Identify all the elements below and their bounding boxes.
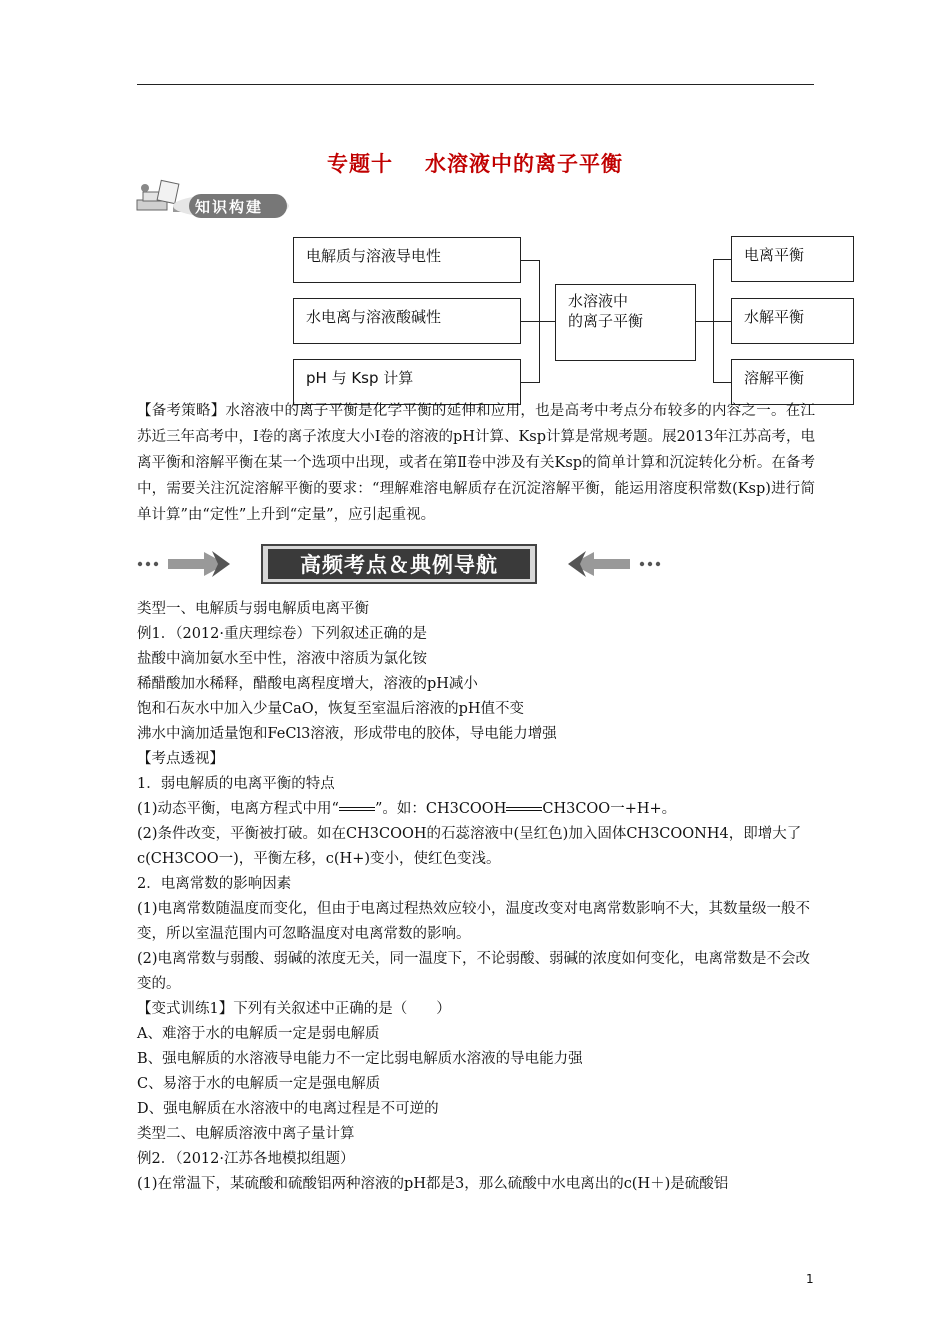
point1-item2: (2)条件改变，平衡被打破。如在CH3COOH的石蕊溶液中(呈红色)加入固体CH3COONH4，即增大了 bbox=[137, 826, 802, 842]
practice1-option-b: B、强电解质的水溶液导电能力不一定比弱电解质水溶液的导电能力强 bbox=[137, 1051, 583, 1067]
example1-option-b: 稀醋酸加水稀释，醋酸电离程度增大，溶液的pH减小 bbox=[137, 676, 478, 692]
practice1-option-a: A、难溶于水的电解质一定是弱电解质 bbox=[137, 1026, 380, 1042]
point1-item1: (1)动态平衡，电离方程式中用“ ”。如：CH3COOH CH3COO一+H+。 bbox=[137, 801, 677, 817]
connector bbox=[521, 321, 555, 322]
example1-option-c: 饱和石灰水中加入少量CaO，恢复至室温后溶液的pH值不变 bbox=[137, 701, 525, 717]
practice1-option-c: C、易溶于水的电解质一定是强电解质 bbox=[137, 1076, 381, 1092]
connector bbox=[521, 260, 539, 261]
connector bbox=[713, 259, 731, 260]
arrow-right-icon bbox=[168, 551, 230, 577]
example2-question: 例2．（2012·江苏各地模拟组题） bbox=[137, 1151, 355, 1167]
practice1-option-d: D、强电解质在水溶液中的电离过程是不可逆的 bbox=[137, 1101, 439, 1117]
practice1-question: 【变式训练1】下列有关叙述中正确的是（ ） bbox=[137, 1001, 451, 1017]
analysis-heading: 【考点透视】 bbox=[137, 751, 224, 767]
diagram-box-ionization: 电离平衡 bbox=[731, 236, 854, 282]
type2-heading: 类型二、电解质溶液中离子量计算 bbox=[137, 1126, 355, 1142]
point1-heading: 1．弱电解质的电离平衡的特点 bbox=[137, 776, 335, 792]
title-part2: 水溶液中的离子平衡 bbox=[425, 151, 623, 176]
point2-heading: 2．电离常数的影响因素 bbox=[137, 876, 292, 892]
strategy-text: 水溶液中的离子平衡是化学平衡的延伸和应用，也是高考中考点分布较多的内容之一。在江苏近三年高考中，Ⅰ卷的离子浓度大小Ⅰ卷的溶液的pH计算、Ksp计算是常规考题。展2013年江苏高考，电离平衡和溶解平衡在某一个选项中出现，或者在第Ⅱ卷中涉及有关Ksp的简单计算和沉淀转化分析。在备考中，需要关注沉淀溶解平衡的要求：“理解难溶电解质存在沉淀溶解平衡，能运用溶度积常数(Ksp)进行简单计算”由“定性”上升到“定量”，应引起重视。 bbox=[137, 403, 815, 523]
connector bbox=[521, 382, 539, 383]
type1-heading: 类型一、电解质与弱电解质电离平衡 bbox=[137, 601, 369, 617]
point2-item2: (2)电离常数与弱酸、弱碱的浓度无关，同一温度下，不论弱酸、弱碱的浓度如何变化，电离常数是不会改变的。 bbox=[137, 951, 811, 992]
header-rule bbox=[137, 84, 814, 85]
diagram-box-hydrolysis: 水解平衡 bbox=[731, 298, 854, 344]
title-part1: 专题十 bbox=[327, 151, 393, 176]
connector bbox=[696, 321, 713, 322]
strategy-paragraph bbox=[137, 398, 815, 528]
page-title bbox=[0, 148, 950, 178]
point2-item1: (1)电离常数随温度而变化，但由于电离过程热效应较小，温度改变对电离常数影响不大，其数量级一般不变，所以室温范围内可忽略温度对电离常数的影响。 bbox=[137, 901, 811, 942]
example1-question: 例1．（2012·重庆理综卷）下列叙述正确的是 bbox=[137, 626, 427, 642]
connector bbox=[713, 382, 731, 383]
example2-item1: (1)在常温下，某硫酸和硫酸铝两种溶液的pH都是3，那么硫酸中水电离出的c(H＋)是硫酸铝 bbox=[137, 1176, 729, 1192]
example1-option-a: 盐酸中滴加氨水至中性，溶液中溶质为氯化铵 bbox=[137, 651, 427, 667]
page-number: 1 bbox=[806, 1272, 814, 1286]
equilibrium-arrow-icon bbox=[339, 805, 375, 813]
connector bbox=[539, 260, 540, 383]
badge-label: 知识构建 bbox=[195, 198, 264, 216]
connector bbox=[713, 321, 731, 322]
example1-option-d: 沸水中滴加适量饱和FeCl3溶液，形成带电的胶体，导电能力增强 bbox=[137, 726, 557, 742]
diagram-box-acidity: 水电离与溶液酸碱性 bbox=[293, 298, 521, 344]
diagram-center-box: 水溶液中 的离子平衡 bbox=[555, 284, 696, 361]
point1-item2-cont: c(CH3COO一)，平衡左移，c(H+)变小，使红色变浅。 bbox=[137, 851, 501, 867]
diagram-box-conductivity: 电解质与溶液导电性 bbox=[293, 237, 521, 283]
main-content bbox=[137, 597, 817, 1197]
diagram-box-dissolution: 溶解平衡 bbox=[731, 359, 854, 405]
arrow-left-icon bbox=[568, 551, 630, 577]
banner-label: 高频考点＆典例导航 bbox=[300, 553, 498, 577]
diagram-box-ph-ksp: pH 与 Ksp 计算 bbox=[293, 359, 521, 405]
strategy-label: 【备考策略】 bbox=[137, 403, 226, 419]
equilibrium-arrow-icon bbox=[506, 805, 542, 813]
